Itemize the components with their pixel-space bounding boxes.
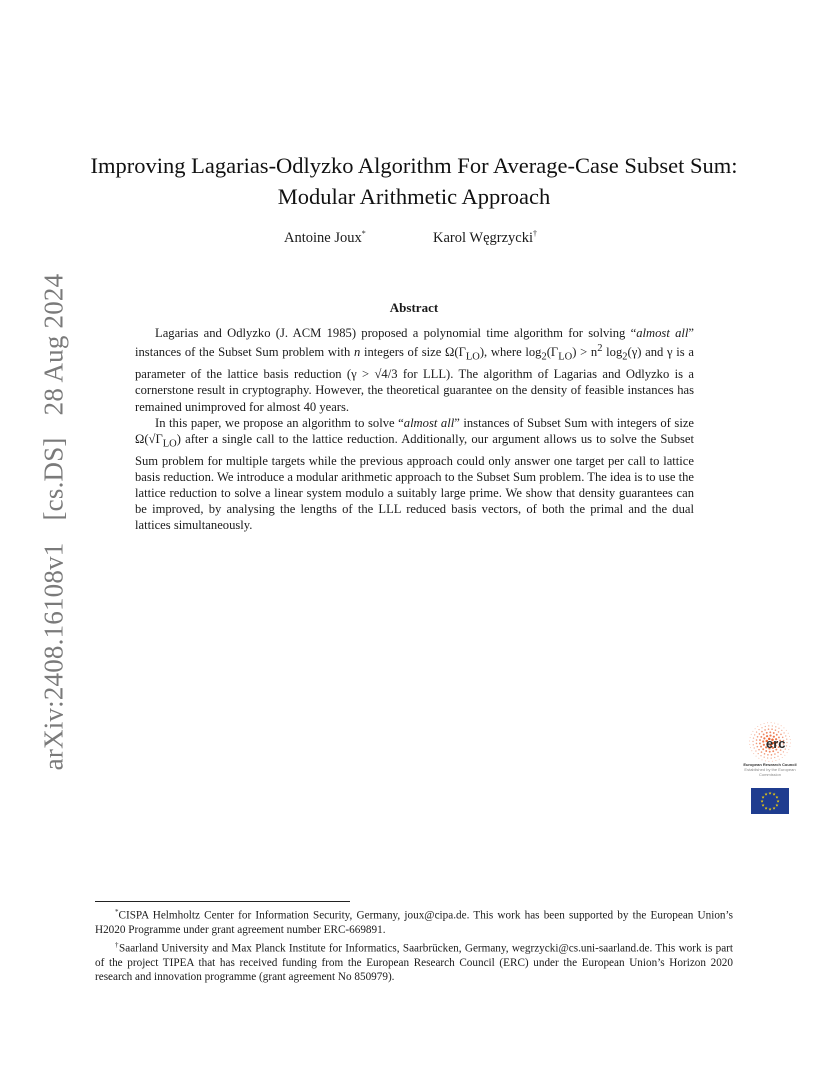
erc-subtitle: European Research Council	[743, 762, 797, 767]
erc-dot	[752, 731, 753, 732]
erc-dot	[751, 750, 752, 751]
erc-dot	[760, 724, 761, 725]
erc-dot	[756, 731, 757, 732]
erc-dot	[783, 727, 784, 728]
erc-dot	[765, 726, 766, 727]
erc-dot	[759, 742, 761, 744]
erc-dot	[764, 729, 766, 731]
erc-dot	[767, 754, 769, 756]
eu-star-icon: ★	[761, 794, 765, 800]
erc-dot	[774, 753, 776, 755]
erc-dot	[778, 731, 780, 733]
erc-dot	[786, 742, 787, 743]
erc-tagline: Established by the European Commission	[744, 767, 796, 777]
erc-dot	[788, 733, 789, 734]
erc-dot	[775, 726, 776, 727]
erc-dot	[750, 737, 751, 738]
abstract-heading: Abstract	[389, 300, 439, 315]
erc-dot	[774, 723, 775, 724]
erc-dot	[790, 739, 791, 740]
erc-dot	[777, 756, 778, 757]
erc-dot	[761, 727, 762, 728]
erc-wordmark: erc	[766, 736, 786, 751]
erc-dot	[783, 732, 784, 733]
erc-dot	[788, 749, 789, 750]
arxiv-identifier-stamp	[39, 274, 70, 771]
erc-dot	[763, 744, 765, 746]
erc-dot	[757, 736, 759, 738]
footnote-1: *CISPA Helmholtz Center for Information Security, Germany, joux@cipa.de. This work has been supported by the European Union’s H2020 Programme under grant agreement number ERC-669891.	[95, 908, 733, 937]
erc-dot	[767, 757, 768, 758]
erc-dot	[780, 754, 781, 755]
erc-dot	[778, 728, 779, 729]
erc-dot	[787, 752, 788, 753]
erc-dot	[750, 747, 751, 748]
erc-dot	[760, 736, 762, 738]
erc-dot	[786, 745, 787, 746]
erc-dot	[753, 737, 754, 738]
author-1-name: Antoine Joux	[284, 229, 362, 246]
erc-caption	[740, 762, 800, 777]
erc-dot	[761, 751, 763, 753]
erc-dot	[758, 753, 759, 754]
eu-star-icon: ★	[764, 791, 768, 797]
erc-dot	[775, 760, 776, 761]
erc-dot	[768, 725, 769, 726]
arxiv-date: 28 Aug 2024	[38, 273, 69, 416]
erc-dot	[753, 744, 754, 745]
erc-dot	[756, 743, 758, 745]
erc-dot	[756, 756, 757, 757]
erc-dot	[758, 749, 760, 751]
erc-dot	[773, 732, 775, 734]
erc-dot	[749, 744, 750, 745]
erc-dot	[771, 757, 772, 758]
erc-dot	[767, 722, 768, 723]
erc-dot	[766, 732, 768, 734]
erc-dot	[789, 736, 790, 737]
erc-dot	[777, 752, 779, 754]
erc-dot	[755, 750, 756, 751]
erc-dot	[760, 746, 762, 748]
erc-dot	[782, 757, 783, 758]
eu-star-icon: ★	[776, 798, 780, 804]
erc-dot	[761, 731, 763, 733]
arxiv-category: [cs.DS]	[38, 437, 69, 521]
erc-dot	[758, 758, 759, 759]
eu-star-icon: ★	[764, 805, 768, 811]
erc-dot	[772, 725, 773, 726]
eu-star-icon: ★	[775, 794, 779, 800]
eu-flag-icon	[751, 788, 789, 814]
author-2-name: Karol Węgrzycki	[433, 229, 533, 246]
erc-dot	[761, 759, 762, 760]
paper-title: Improving Lagarias-Odlyzko Algorithm For Average-Case Subset Sum: Modular Arithmetic Approach	[90, 153, 738, 209]
eu-star-icon: ★	[775, 802, 779, 808]
erc-dot	[778, 724, 779, 725]
erc-dot	[769, 731, 771, 733]
erc-dot	[771, 728, 773, 730]
erc-dot	[762, 740, 764, 742]
author-1	[284, 229, 366, 247]
abstract-body	[135, 325, 694, 534]
erc-dot	[757, 746, 759, 748]
erc-dot	[780, 734, 782, 736]
author-2-mark: †	[532, 229, 537, 238]
erc-dot	[786, 730, 787, 731]
eu-star-icon: ★	[772, 791, 776, 797]
footnote-2: †Saarland University and Max Planck Institute for Informatics, Saarbrücken, Germany, wegrzycki@cs.uni-saarland.de. This work is part of the project TIPEA that has received funding from the European Research Council (ERC) under the European Union’s Horizon 2020 research and innovation programme (grant agreement No 850979).	[95, 940, 733, 984]
erc-dot	[771, 722, 772, 723]
erc-dot	[768, 728, 770, 730]
eu-star-icon: ★	[761, 802, 765, 808]
erc-dot	[759, 733, 761, 735]
erc-dot	[755, 728, 756, 729]
erc-dot	[754, 747, 755, 748]
erc-dot	[781, 725, 782, 726]
erc-dot	[771, 754, 773, 756]
arxiv-id: arXiv:2408.16108v1	[38, 542, 69, 771]
erc-dot	[752, 741, 753, 742]
erc-dot	[786, 739, 787, 740]
erc-dot	[762, 748, 764, 750]
eu-star-icon: ★	[760, 798, 764, 804]
erc-dot	[789, 746, 790, 747]
erc-dot	[774, 757, 775, 758]
erc-dot	[764, 753, 766, 755]
abstract-paragraph-1: Lagarias and Odlyzko (J. ACM 1985) proposed a polynomial time algorithm for solving “almost all” instances of the Subset Sum problem with n integers of size $\Omega(\Gamma_{LO})$, where $\log_2(\Gamma_{LO}) > n^2$ $\log_2(\gamma)$ and γ is a parameter of the lattice basis reduction (γ > √4/3 for LLL). The algorithm of Lagarias and Odlyzko is a cornerstone result in cryptography. However, the theoretical guarantee on the density of feasible instances has remained unimproved for almost 40 years.	[135, 326, 695, 414]
erc-dot	[781, 730, 782, 731]
eu-star-icon: ★	[772, 805, 776, 811]
erc-dot	[760, 755, 761, 756]
abstract-paragraph-2: In this paper, we propose an algorithm to solve “almost all” instances of Subset Sum with integers of size $\Omega(√\Gamma_{LO})$ after a single call to the lattice reduction. Additionally, our argument allows us to solve the Subset Sum problem for multiple targets while the previous approach could only answer one target per call to lattice basis reduction. We introduce a modular arithmetic approach to the Subset Sum problem. The idea is to use the lattice reduction to solve a linear system modulo a suitably large prime. We show that density guarantees can be improved, by analysing the lengths of the LLL reduced basis vectors, of both the primal and the dual lattices simultaneously.	[135, 415, 694, 533]
erc-dot	[758, 729, 759, 730]
erc-dot	[749, 740, 750, 741]
footnotes	[95, 905, 733, 985]
erc-dot	[764, 723, 765, 724]
erc-dot	[764, 757, 765, 758]
erc-dot	[756, 739, 758, 741]
erc-dot	[779, 759, 780, 760]
erc-dot	[769, 751, 771, 753]
erc-dot	[763, 733, 765, 735]
eu-star-icon: ★	[768, 806, 772, 812]
eu-star-icon: ★	[768, 790, 772, 796]
erc-dot	[754, 734, 755, 735]
erc-dot	[775, 729, 777, 731]
erc-dot	[757, 726, 758, 727]
erc-dot	[783, 751, 784, 752]
footnote-divider	[95, 901, 350, 902]
erc-dot	[784, 755, 785, 756]
erc-dot	[759, 739, 761, 741]
erc-dot	[790, 743, 791, 744]
author-1-mark: *	[361, 229, 366, 238]
erc-dot	[753, 753, 754, 754]
erc-dot	[751, 734, 752, 735]
author-2	[433, 229, 537, 247]
